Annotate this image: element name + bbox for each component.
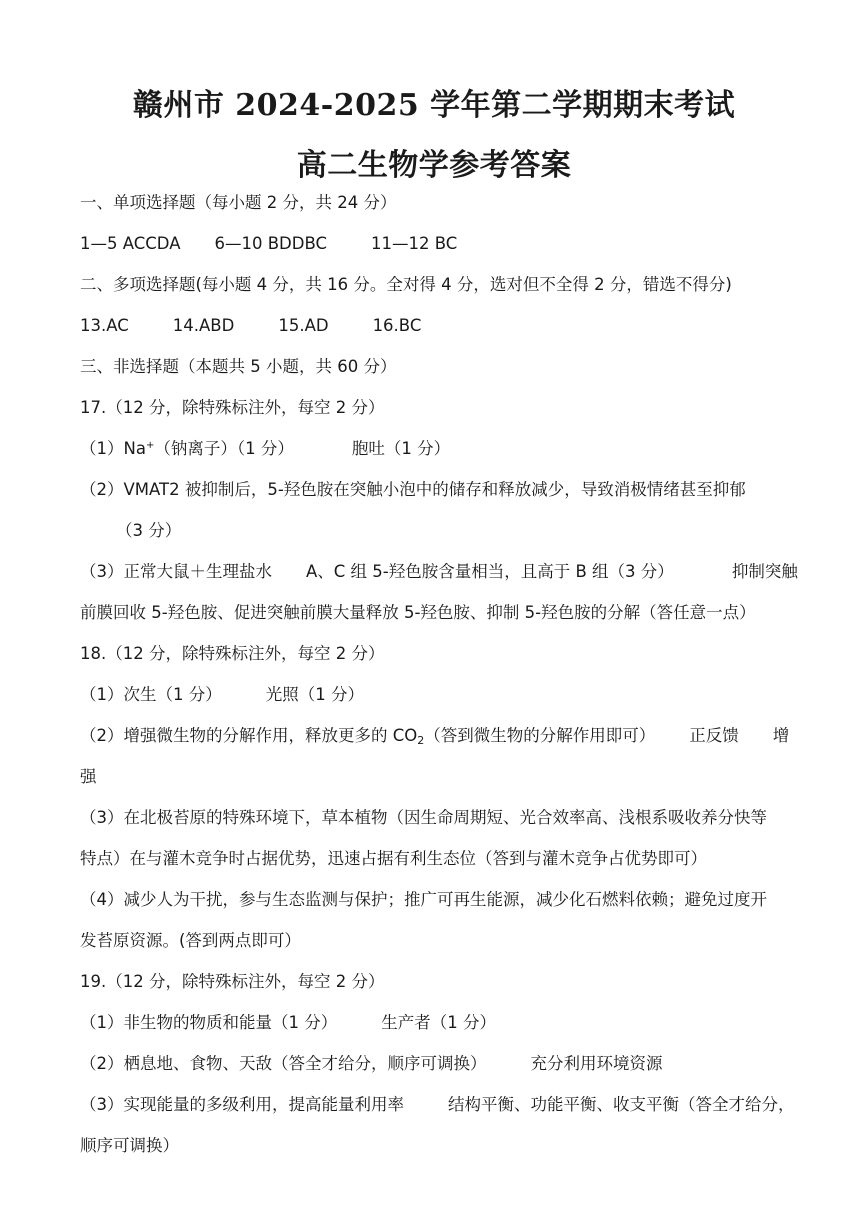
answer-15: 15.AD <box>278 316 329 335</box>
q19-part-1: （1）非生物的物质和能量（1 分） 生产者（1 分） <box>80 1013 496 1032</box>
q18-part-4-continued: 发苔原资源。(答到两点即可） <box>80 931 301 950</box>
q17-part-3-continued: 前膜回收 5-羟色胺、促进突触前膜大量释放 5-羟色胺、抑制 5-羟色胺的分解（答任意一点） <box>80 603 756 622</box>
q19-part-2: （2）栖息地、食物、天敌（答全才给分，顺序可调换） 充分利用环境资源 <box>80 1054 663 1073</box>
section-1-answers <box>80 233 457 255</box>
q17-heading: 17.（12 分，除特殊标注外，每空 2 分） <box>80 398 385 417</box>
q18-part-2-continued: 强 <box>80 767 97 786</box>
q18-part-2: （2）增强微生物的分解作用，释放更多的 $CO_2$（答到微生物的分解作用即可） 正反馈 增 <box>80 726 790 747</box>
answer-key-title: 高二生物学参考答案 <box>296 148 572 183</box>
answer-11-12: 11—12 BC <box>371 234 458 253</box>
exam-title: 赣州市 2024-2025 学年第二学期期末考试 <box>132 88 736 123</box>
answer-1-5: 1—5 ACCDA <box>80 234 181 253</box>
q17-part-3: （3）正常大鼠＋生理盐水 A、C 组 5-羟色胺含量相当，且高于 B 组（3 分） 抑制突触 <box>80 562 798 581</box>
q18-part-3: （3）在北极苔原的特殊环境下，草本植物（因生命周期短、光合效率高、浅根系吸收养分快等 <box>80 808 767 827</box>
q19-part-3: （3）实现能量的多级利用，提高能量利用率 结构平衡、功能平衡、收支平衡（答全才给分， <box>80 1095 795 1114</box>
answer-16: 16.BC <box>372 316 422 335</box>
answer-6-10: 6—10 BDDBC <box>214 234 328 253</box>
q18-part-3-continued: 特点）在与灌木竞争时占据优势，迅速占据有利生态位（答到与灌木竞争占优势即可） <box>80 849 707 868</box>
section-1-heading: 一、单项选择题（每小题 2 分，共 24 分） <box>80 193 397 212</box>
q18-heading: 18.（12 分，除特殊标注外，每空 2 分） <box>80 644 385 663</box>
answer-14: 14.ABD <box>172 316 235 335</box>
q18-part-1: （1）次生（1 分） 光照（1 分） <box>80 685 364 704</box>
q19-heading: 19.（12 分，除特殊标注外，每空 2 分） <box>80 972 385 991</box>
q17-part-2-score: （3 分） <box>116 521 182 540</box>
q17-part-1: （1）Na+（钠离子）（1 分） 胞吐（1 分） <box>80 439 451 458</box>
q18-part-4: （4）减少人为干扰，参与生态监测与保护；推广可再生能源，减少化石燃料依赖；避免过度开 <box>80 890 767 909</box>
q17-part-2: （2）VMAT2 被抑制后，5-羟色胺在突触小泡中的储存和释放减少，导致消极情绪甚至抑郁 <box>80 480 746 499</box>
q19-part-3-continued: 顺序可调换） <box>80 1136 179 1155</box>
answer-13: 13.AC <box>80 316 129 335</box>
section-2-answers <box>80 315 421 337</box>
section-2-heading: 二、多项选择题(每小题 4 分，共 16 分。全对得 4 分，选对但不全得 2 分，错选不得分) <box>80 275 732 294</box>
section-3-heading: 三、非选择题（本题共 5 小题，共 60 分） <box>80 357 397 376</box>
